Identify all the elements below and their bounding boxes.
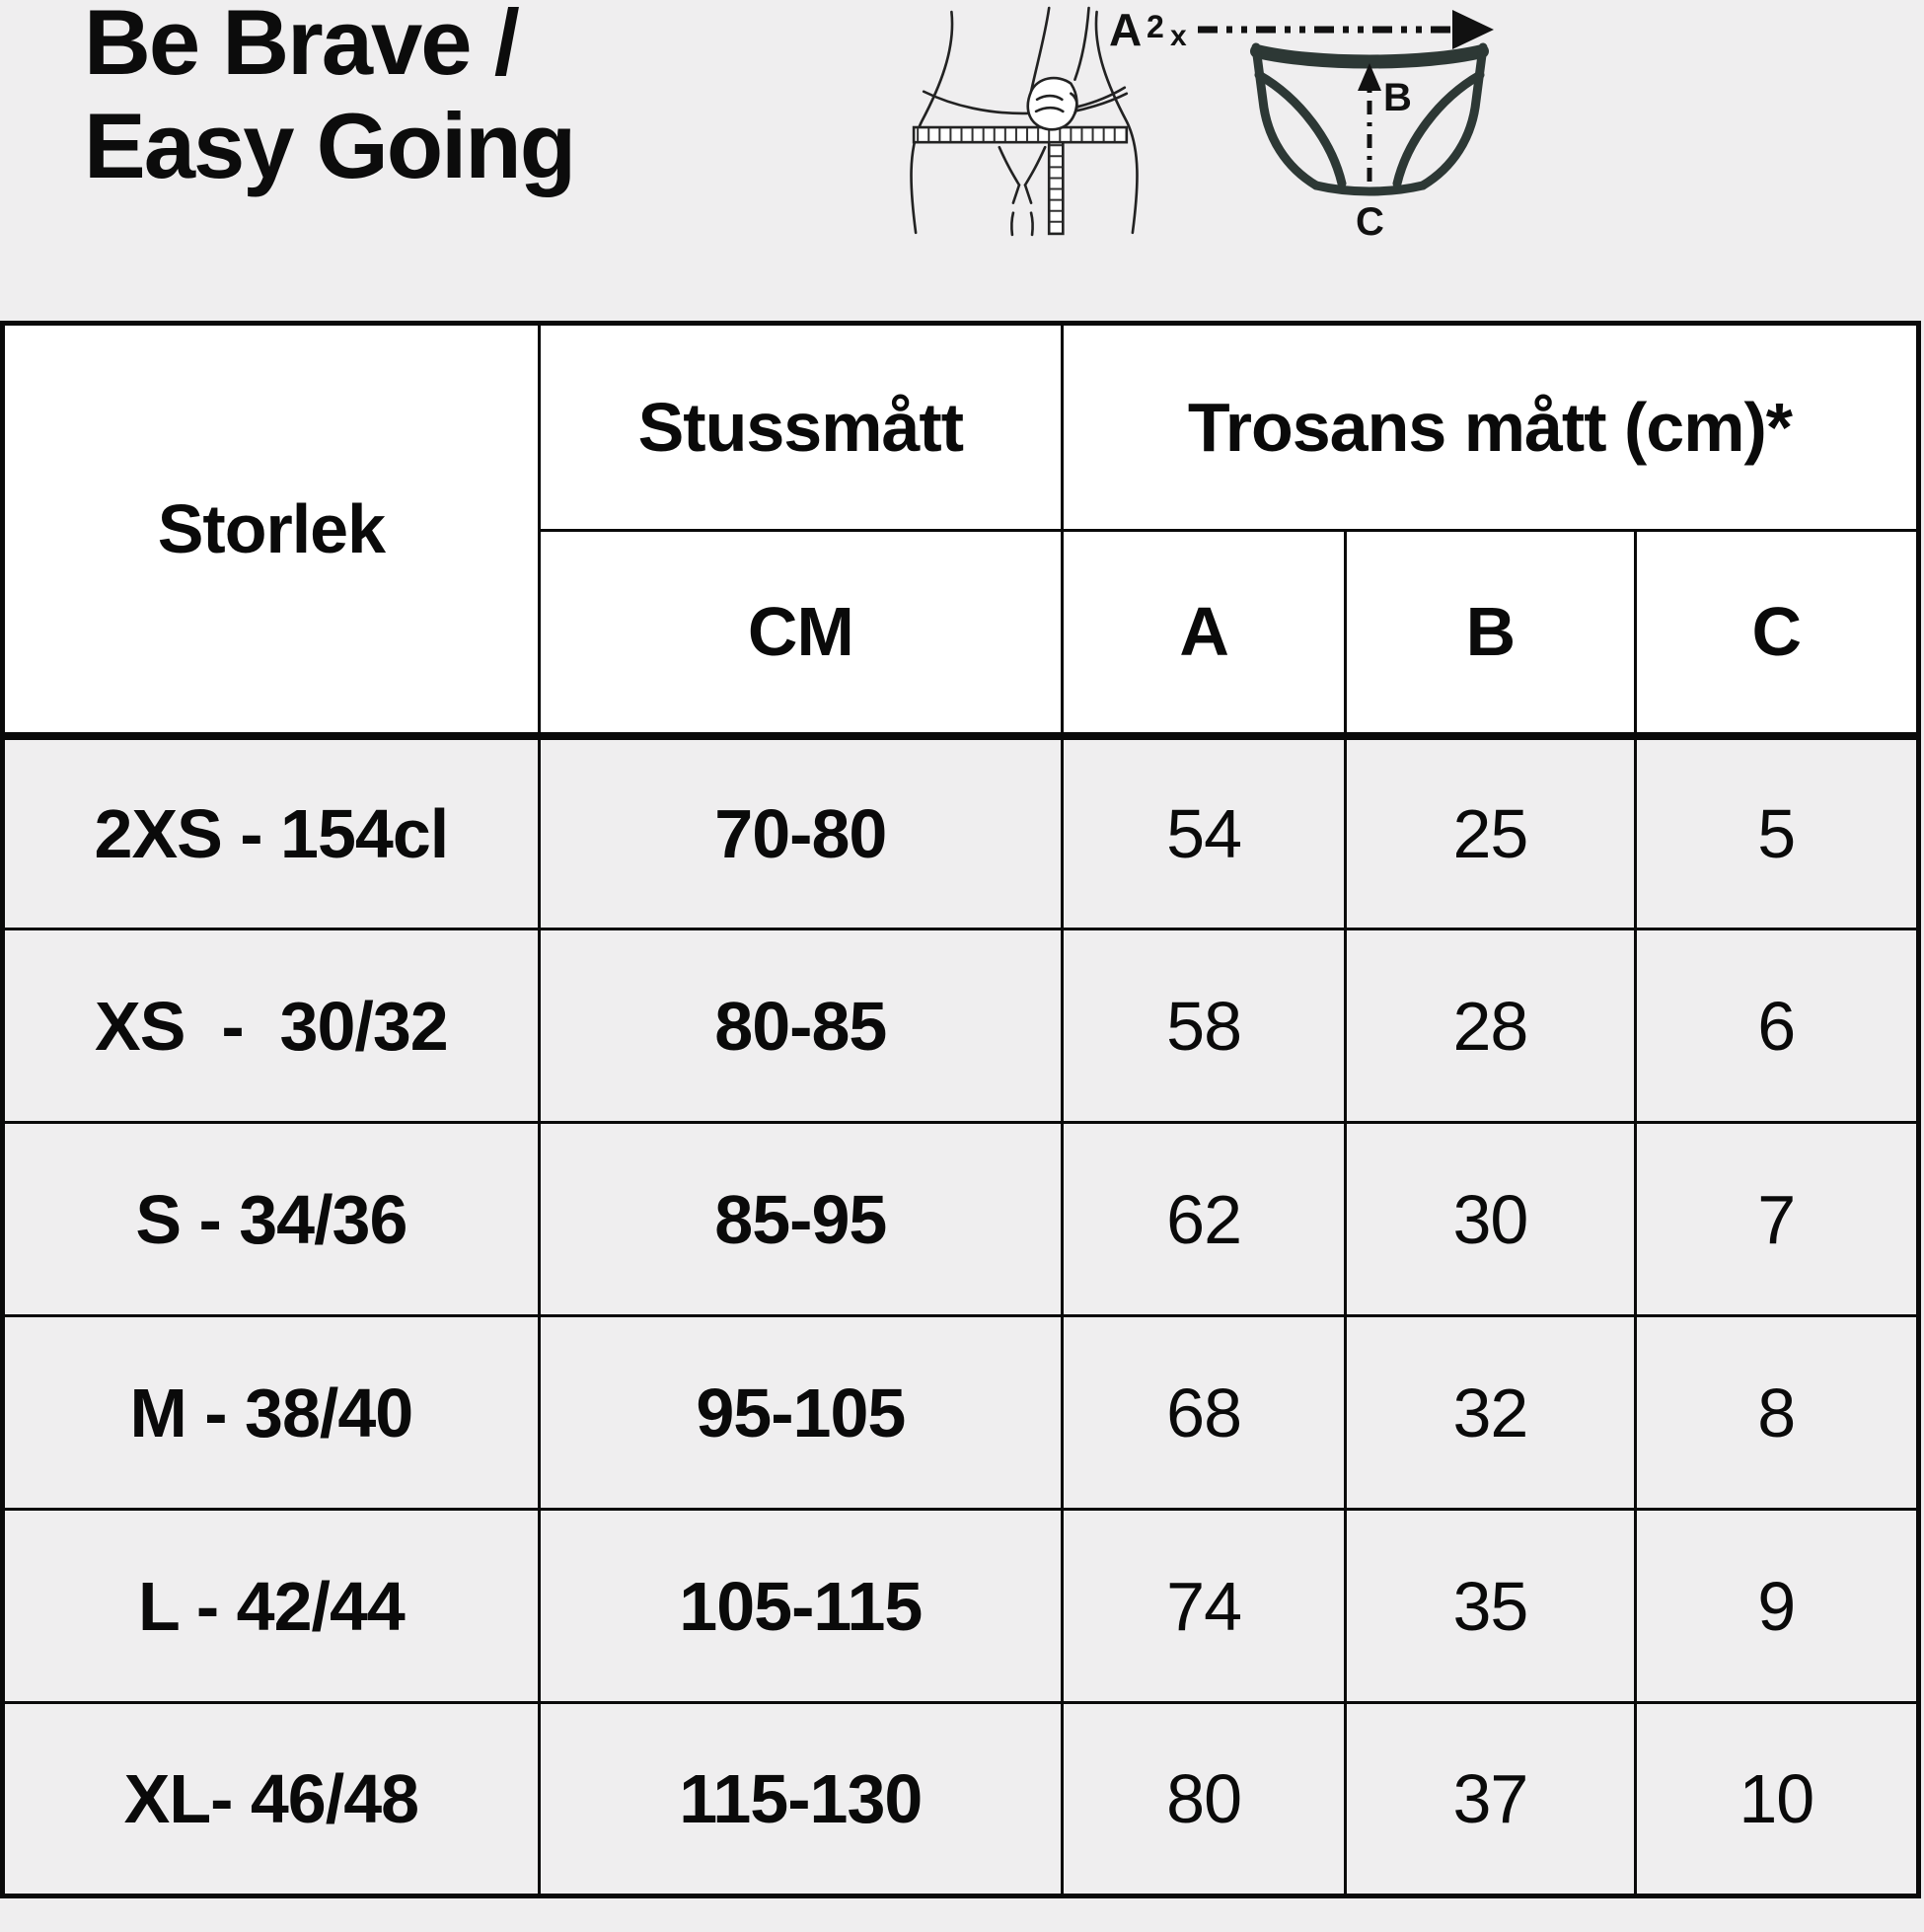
page-title xyxy=(84,0,574,198)
size-cell: XL- 46/48 xyxy=(3,1703,540,1896)
page-title-line2: Easy Going xyxy=(84,94,575,198)
header-hip-unit: CM xyxy=(539,531,1062,736)
measure-a-cell: 54 xyxy=(1062,736,1345,929)
measurement-a-times-label: x xyxy=(1170,20,1187,52)
size-cell: 2XS - 154cl xyxy=(3,736,540,929)
measure-c-cell: 8 xyxy=(1635,1316,1918,1510)
hip-cm-cell: 95-105 xyxy=(539,1316,1062,1510)
measurement-c-label: C xyxy=(1356,200,1384,243)
measurement-a-label: A xyxy=(1109,4,1143,55)
header-sub-a: A xyxy=(1062,531,1345,736)
size-cell: XS - 30/32 xyxy=(3,929,540,1123)
hip-cm-cell: 85-95 xyxy=(539,1123,1062,1316)
header-size-column: Storlek xyxy=(3,324,540,736)
table-row-l xyxy=(3,1510,1919,1703)
hip-cm-cell: 80-85 xyxy=(539,929,1062,1123)
measure-a-cell: 80 xyxy=(1062,1703,1345,1896)
header-sub-c: C xyxy=(1635,531,1918,736)
measure-c-cell: 6 xyxy=(1635,929,1918,1123)
measure-b-cell: 28 xyxy=(1346,929,1635,1123)
header-panty-measure: Trosans mått (cm)* xyxy=(1062,324,1918,531)
size-cell: L - 42/44 xyxy=(3,1510,540,1703)
measure-b-cell: 32 xyxy=(1346,1316,1635,1510)
size-cell: S - 34/36 xyxy=(3,1123,540,1316)
measure-a-cell: 62 xyxy=(1062,1123,1345,1316)
measure-c-cell: 5 xyxy=(1635,736,1918,929)
measure-a-cell: 58 xyxy=(1062,929,1345,1123)
header-sub-b: B xyxy=(1346,531,1635,736)
header-hip-measure: Stussmått xyxy=(539,324,1062,531)
measure-b-cell: 35 xyxy=(1346,1510,1635,1703)
measure-c-cell: 7 xyxy=(1635,1123,1918,1316)
measure-a-cell: 74 xyxy=(1062,1510,1345,1703)
measure-a-cell: 68 xyxy=(1062,1316,1345,1510)
size-chart-table xyxy=(0,321,1921,1898)
table-row-xl xyxy=(3,1703,1919,1896)
table-row-m xyxy=(3,1316,1919,1510)
page-header xyxy=(0,0,1924,321)
measure-c-cell: 9 xyxy=(1635,1510,1918,1703)
measure-b-cell: 37 xyxy=(1346,1703,1635,1896)
table-row-2xs xyxy=(3,736,1919,929)
measure-b-cell: 25 xyxy=(1346,736,1635,929)
measure-c-cell: 10 xyxy=(1635,1703,1918,1896)
table-row-s xyxy=(3,1123,1919,1316)
measure-b-cell: 30 xyxy=(1346,1123,1635,1316)
size-cell: M - 38/40 xyxy=(3,1316,540,1510)
panty-measurement-diagram-icon xyxy=(1103,2,1502,243)
measurement-b-label: B xyxy=(1383,76,1412,119)
page-title-line1: Be Brave / xyxy=(84,0,518,94)
hip-cm-cell: 70-80 xyxy=(539,736,1062,929)
hip-cm-cell: 105-115 xyxy=(539,1510,1062,1703)
table-row-xs xyxy=(3,929,1919,1123)
measurement-a-factor-label: 2 xyxy=(1147,9,1164,44)
hip-cm-cell: 115-130 xyxy=(539,1703,1062,1896)
